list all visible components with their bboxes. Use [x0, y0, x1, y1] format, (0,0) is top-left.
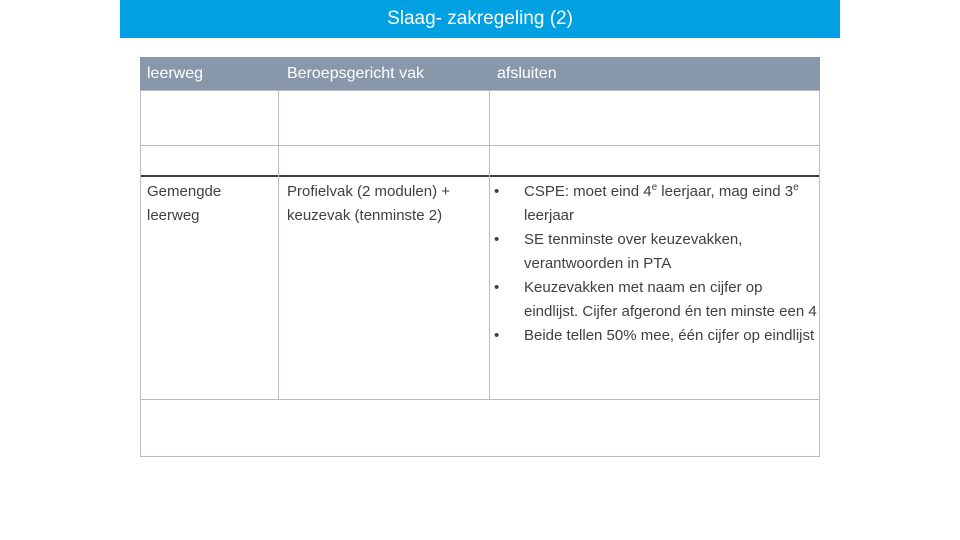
list-item: • Beide tellen 50% mee, één cijfer op eindlijst: [490, 324, 818, 348]
header-afsluiten: afsluiten: [497, 65, 557, 82]
grid-line: [140, 145, 820, 146]
list-item: • CSPE: moet eind 4e leerjaar, mag eind 3e leerjaar: [490, 180, 818, 228]
list-item: • Keuzevakken met naam en cijfer op eindlijst. Cijfer afgerond én ten minste een 4: [490, 276, 818, 324]
cell-afsluiten: [490, 180, 818, 348]
grid-line: [140, 90, 141, 457]
afsluiten-list: [490, 180, 818, 348]
grid-line: [140, 456, 820, 457]
grid-line: [278, 90, 279, 399]
header-leerweg: leerweg: [147, 65, 204, 82]
list-item: • SE tenminste over keuzevakken, verantwoorden in PTA: [490, 228, 818, 276]
grid-line-bold: [140, 175, 820, 177]
grid-line: [819, 90, 820, 457]
cell-beroepsgericht-vak: Profielvak (2 modulen) + keuzevak (tenminste 2): [287, 183, 450, 224]
cell-leerweg: Gemengde leerweg: [147, 183, 222, 224]
slide-title-bar: [120, 0, 840, 38]
zakregeling-table: [140, 57, 820, 457]
grid-line: [140, 399, 820, 400]
slide-title: Slaag- zakregeling (2): [387, 8, 573, 29]
header-beroepsgericht-vak: Beroepsgericht vak: [287, 65, 424, 82]
table-header-row: [140, 57, 820, 90]
grid-line: [140, 90, 820, 91]
